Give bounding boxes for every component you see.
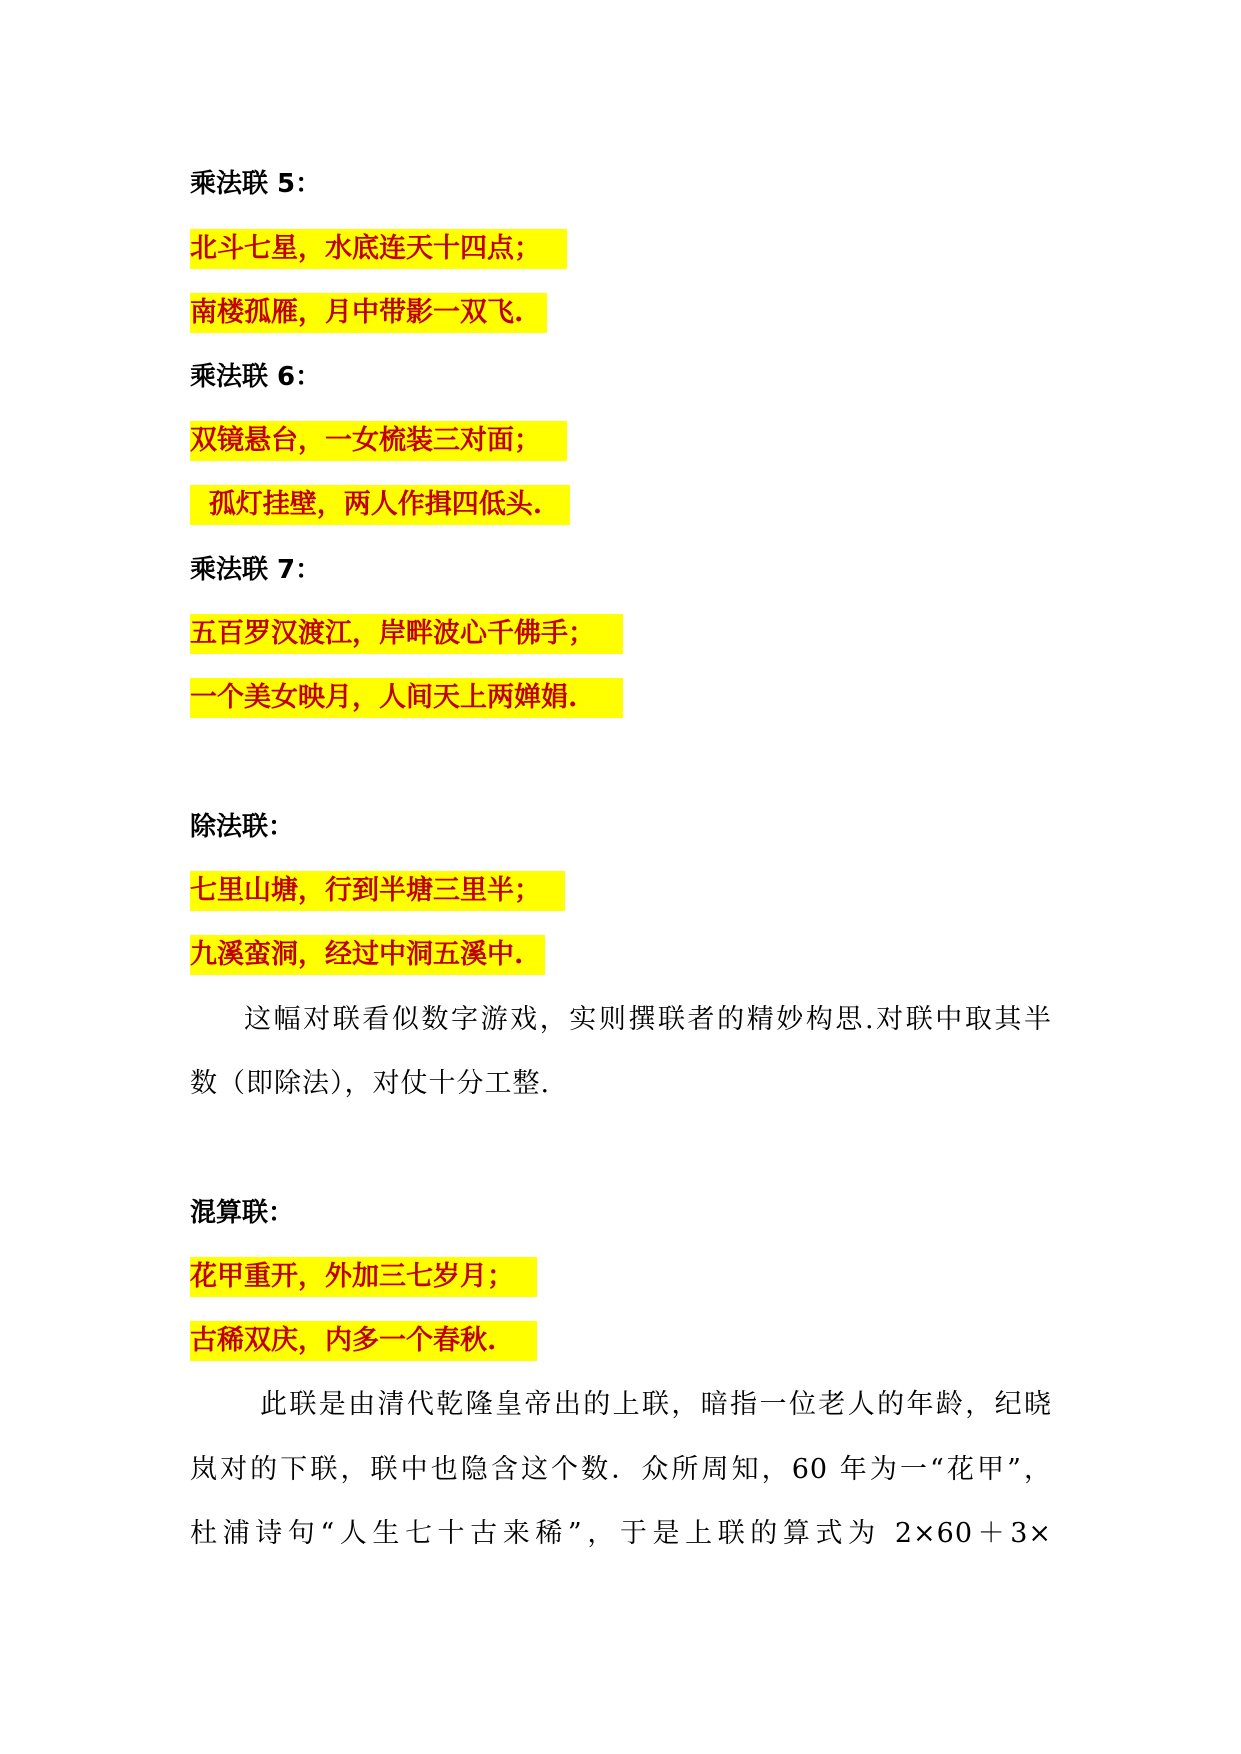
section-heading: 乘法联 7： [190, 555, 322, 585]
section-heading: 除法联： [190, 812, 295, 842]
couplet-upper-line: 双镜悬台，一女梳装三对面； [190, 421, 567, 461]
couplet-upper-line: 五百罗汉渡江，岸畔波心千佛手； [190, 614, 623, 654]
explanation-paragraph-line: 这幅对联看似数字游戏，实则撰联者的精妙构思.对联中取其半 [244, 1004, 1052, 1035]
couplet-upper-line: 北斗七星，水底连天十四点； [190, 229, 567, 269]
couplet-lower-line: 一个美女映月，人间天上两婵娟. [190, 678, 623, 718]
explanation-paragraph-line: 岚对的下联，联中也隐含这个数．众所周知，60 年为一“花甲”， [190, 1454, 1052, 1485]
couplet-lower-line: 孤灯挂壁，两人作揖四低头. [190, 485, 570, 525]
section-heading: 乘法联 5： [190, 169, 322, 199]
section-heading: 混算联： [190, 1198, 295, 1228]
couplet-lower-line: 南楼孤雁，月中带影一双飞. [190, 293, 547, 333]
explanation-paragraph-line: 数（即除法），对仗十分工整. [190, 1068, 551, 1099]
couplet-upper-line: 七里山塘，行到半塘三里半； [190, 871, 565, 911]
couplet-lower-line: 九溪蛮洞，经过中洞五溪中. [190, 935, 545, 975]
explanation-paragraph-line: 杜浦诗句“人生七十古来稀”，于是上联的算式为 2×60＋3× [190, 1518, 1052, 1549]
section-heading: 乘法联 6： [190, 362, 322, 392]
couplet-lower-line: 古稀双庆，内多一个春秋. [190, 1321, 537, 1361]
explanation-paragraph-line: 此联是由清代乾隆皇帝出的上联，暗指一位老人的年龄，纪晓 [260, 1389, 1052, 1420]
couplet-upper-line: 花甲重开，外加三七岁月； [190, 1257, 537, 1297]
